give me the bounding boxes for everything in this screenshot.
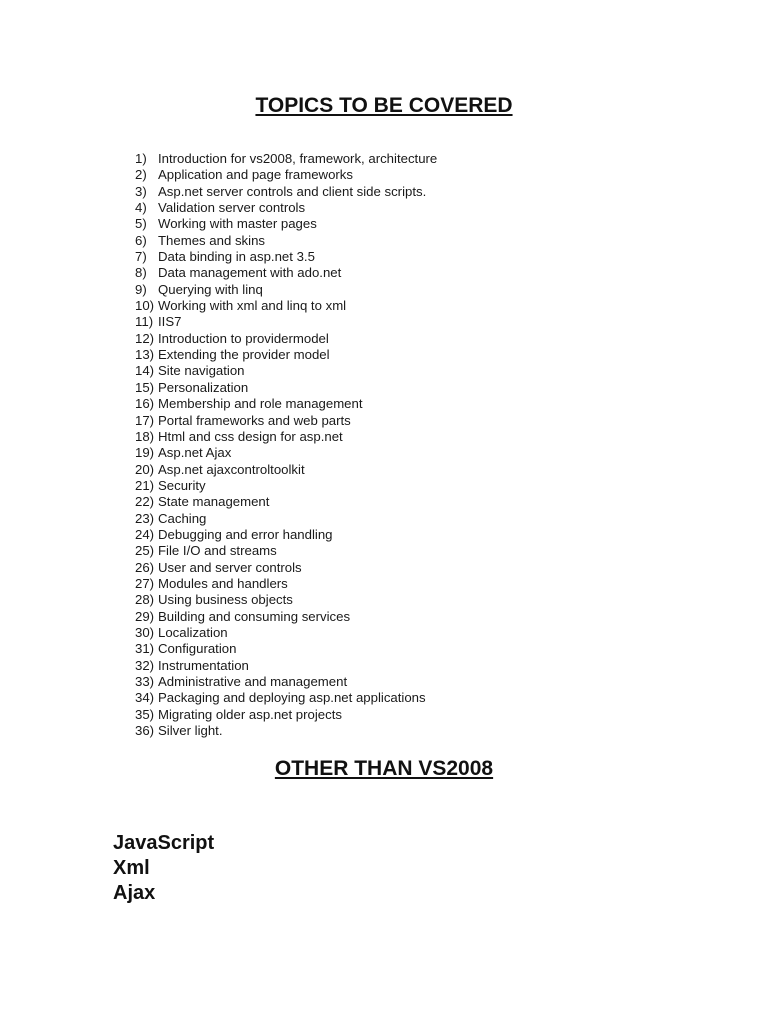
topic-item [135,216,437,232]
topic-number: 20) [135,461,155,477]
topic-item [135,233,437,249]
topic-text: Introduction for vs2008, framework, architecture [158,151,438,166]
topic-text: Querying with linq [158,281,263,297]
other-topic-item: JavaScript [113,832,215,854]
topic-text: Asp.net server controls and client side scripts. [158,183,427,199]
topic-text: Extending the provider model [158,347,330,363]
topic-number: 27) [135,575,155,591]
topic-text: Building and consuming services [158,608,351,624]
topic-item [135,560,437,576]
topic-text: Modules and handlers [158,575,288,591]
topic-text: Membership and role management [158,396,363,412]
topic-item [135,543,437,559]
page-title: TOPICS TO BE COVERED [255,94,513,117]
topic-text: Data management with ado.net [158,265,342,281]
topic-item [135,641,437,657]
topic-text: Caching [158,510,207,526]
topic-item [135,527,437,543]
topic-number: 26) [135,559,155,575]
topic-item [135,200,437,216]
topic-item [135,396,437,412]
topic-item [135,265,437,281]
topic-text: IIS7 [158,314,182,330]
topic-number: 31) [135,641,155,657]
topic-text: Themes and skins [158,232,266,248]
topic-number: 33) [135,674,155,689]
topic-number: 4) [135,200,147,216]
topic-text: Site navigation [158,363,245,379]
topic-item [135,674,437,690]
topic-text: Data binding in asp.net 3.5 [158,249,315,265]
topic-number: 7) [135,249,147,265]
topic-number: 16) [135,396,155,412]
topic-item [135,592,437,608]
topic-item [135,347,437,363]
topic-item [135,462,437,478]
topic-number: 23) [135,510,155,526]
topic-item [135,690,437,706]
topic-number: 10) [135,298,155,314]
topic-number: 29) [135,608,155,624]
topic-text: Validation server controls [158,200,306,216]
topic-item [135,184,437,200]
topic-item [135,576,437,592]
topic-item [135,494,437,510]
topic-number: 6) [135,232,147,248]
topic-item [135,282,437,298]
topic-item [135,413,437,429]
topic-text: State management [158,494,270,510]
topic-text: Application and page frameworks [158,167,353,183]
topic-item [135,511,437,527]
topic-number: 12) [135,330,155,346]
topic-text: Asp.net Ajax [158,445,232,461]
topic-number: 8) [135,265,147,281]
topics-list [135,151,437,739]
topic-item [135,445,437,461]
topic-number: 22) [135,494,155,510]
topic-text: User and server controls [158,559,302,575]
topic-text: Debugging and error handling [158,526,333,542]
topic-text: Migrating older asp.net projects [158,706,342,722]
topic-number: 25) [135,543,155,559]
topic-number: 1) [135,151,147,166]
topic-number: 14) [135,363,155,379]
topic-text: Portal frameworks and web parts [158,412,351,428]
topic-number: 5) [135,216,147,232]
topic-item [135,249,437,265]
topic-number: 13) [135,347,155,363]
topic-number: 2) [135,167,147,183]
topic-number: 30) [135,624,155,640]
topic-item [135,658,437,674]
topic-number: 3) [135,183,147,199]
topic-item [135,478,437,494]
topic-item [135,331,437,347]
topic-text: Administrative and management [158,674,348,689]
other-section-title: OTHER THAN VS2008 [274,757,494,780]
topic-number: 35) [135,706,155,722]
topic-item [135,707,437,723]
topic-number: 18) [135,428,155,444]
topic-text: Personalization [158,379,249,395]
topic-item [135,298,437,314]
topic-number: 36) [135,723,155,739]
topic-text: Working with master pages [158,216,317,232]
topic-item [135,609,437,625]
topic-text: Packaging and deploying asp.net applications [158,690,426,706]
topic-text: Localization [158,624,228,640]
topic-text: Instrumentation [158,657,249,673]
topic-text: Silver light. [158,723,223,739]
other-topic-item: Ajax [113,882,156,904]
topic-number: 28) [135,592,155,608]
topic-text: File I/O and streams [158,543,277,559]
other-topics-list [113,831,214,906]
topic-number: 34) [135,690,155,706]
topic-number: 15) [135,379,155,395]
topic-text: Asp.net ajaxcontroltoolkit [158,461,305,477]
topic-text: Working with xml and linq to xml [158,298,347,314]
topic-item [135,625,437,641]
topic-text: Configuration [158,641,237,657]
topic-text: Html and css design for asp.net [158,428,343,444]
topic-item [135,363,437,379]
topic-item [135,380,437,396]
topic-item [135,723,437,739]
topic-item [135,314,437,330]
topic-number: 17) [135,412,155,428]
topic-number: 24) [135,526,155,542]
topic-text: Using business objects [158,592,293,608]
topic-item [135,151,437,167]
topic-number: 32) [135,657,155,673]
topic-number: 19) [135,445,155,461]
topic-number: 11) [135,314,154,330]
topic-item [135,167,437,183]
other-topic-item: Xml [113,857,150,879]
topic-number: 21) [135,477,155,493]
topic-text: Introduction to providermodel [158,330,329,346]
topic-number: 9) [135,281,147,297]
topic-item [135,429,437,445]
topic-text: Security [158,477,206,493]
